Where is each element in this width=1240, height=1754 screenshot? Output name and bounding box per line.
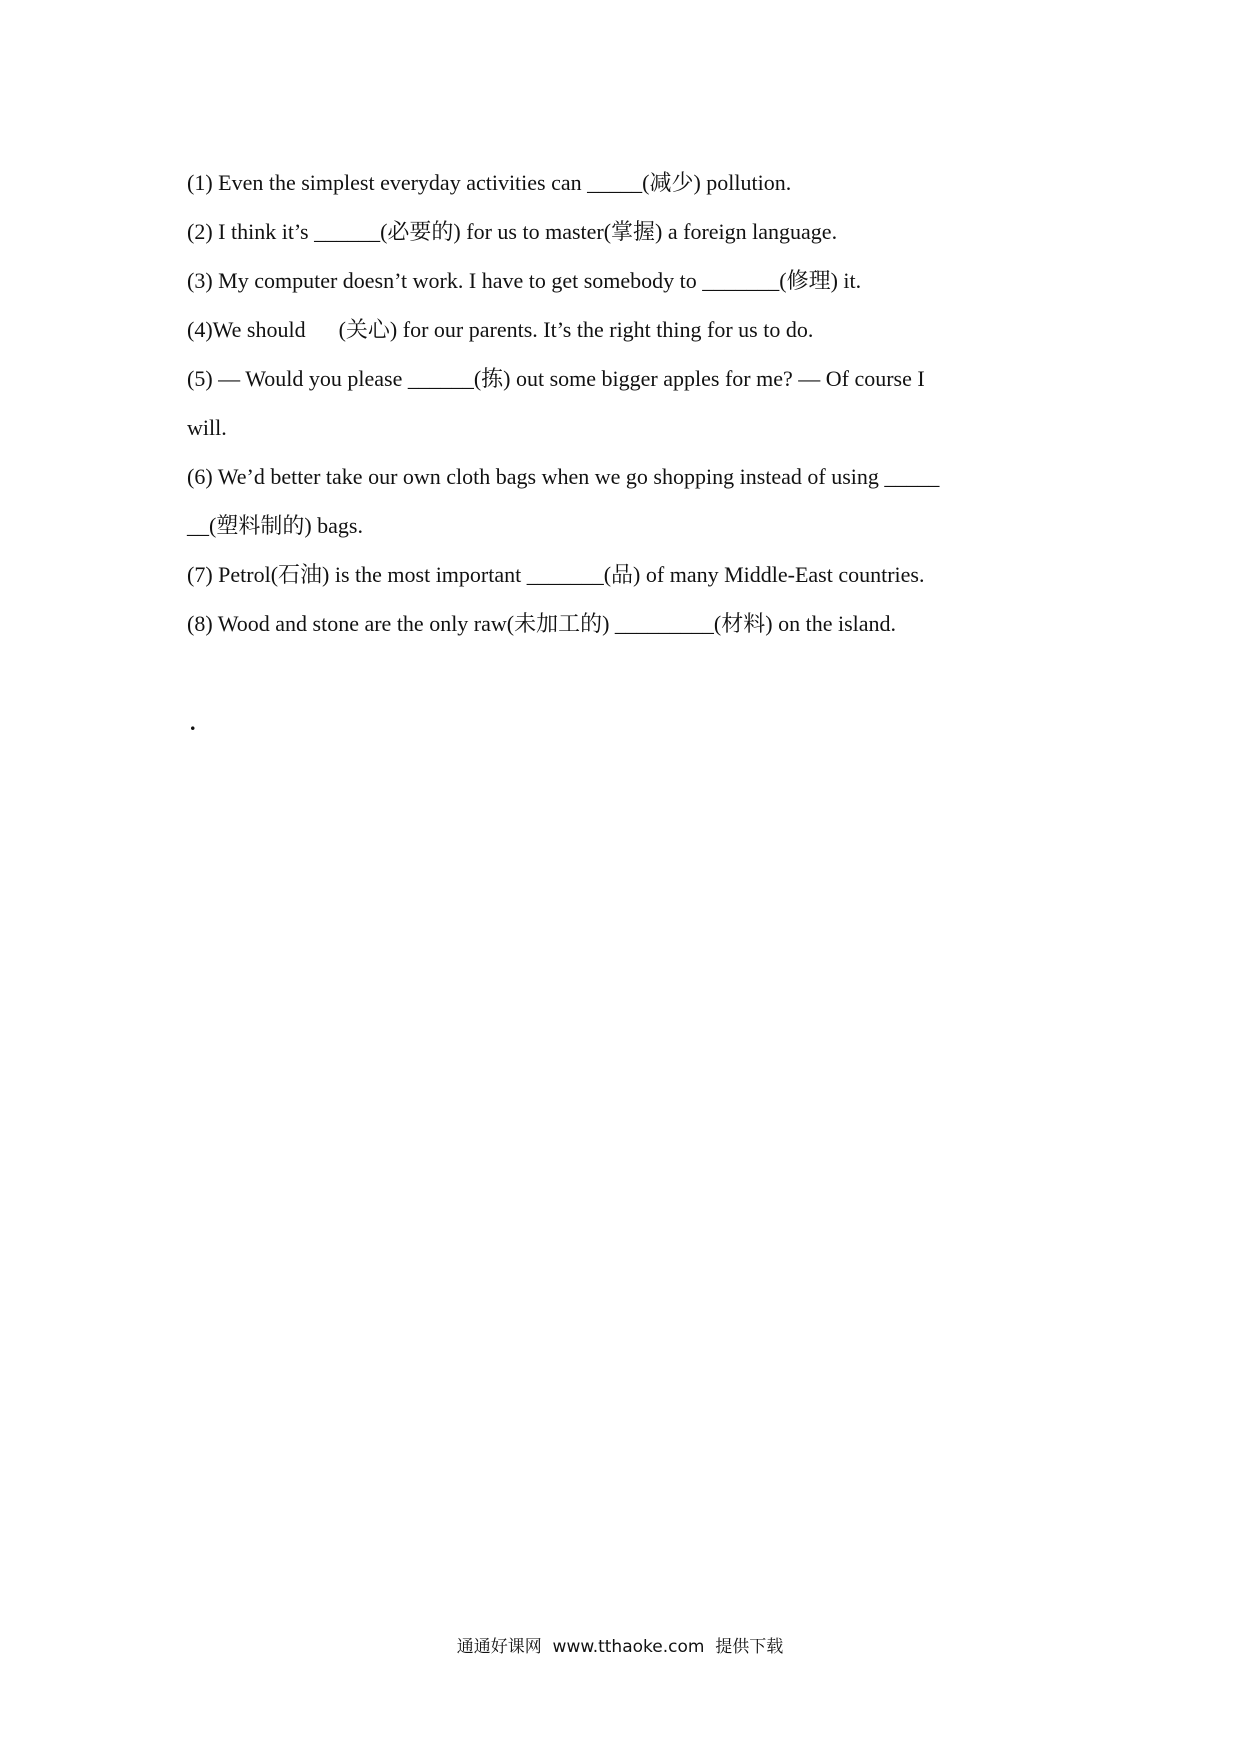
question-8: (8) Wood and stone are the only raw(未加工的) _________(材料) on the island.	[187, 611, 897, 636]
question-6: (6) We’d better take our own cloth bags when we go shopping instead of using _____	[187, 464, 940, 489]
exercise-list	[187, 158, 1049, 648]
question-7: (7) Petrol(石油) is the most important _______(品) of many Middle-East countries.	[187, 562, 925, 587]
question-3: (3) My computer doesn’t work. I have to get somebody to _______(修理) it.	[187, 268, 862, 293]
question-6-continued: __(塑料制的) bags.	[187, 513, 363, 538]
question-1: (1) Even the simplest everyday activities can _____(减少) pollution.	[187, 170, 792, 195]
stray-mark: .	[190, 710, 196, 735]
page-footer: 通通好课网 www.tthaoke.com 提供下载	[456, 1637, 784, 1657]
question-2: (2) I think it’s ______(必要的) for us to master(掌握) a foreign language.	[187, 219, 838, 244]
question-5: (5) — Would you please ______(拣) out some bigger apples for me? — Of course I	[187, 366, 925, 391]
question-5-continued: will.	[187, 415, 227, 440]
question-4: (4)We should (关心) for our parents. It’s the right thing for us to do.	[187, 317, 814, 342]
